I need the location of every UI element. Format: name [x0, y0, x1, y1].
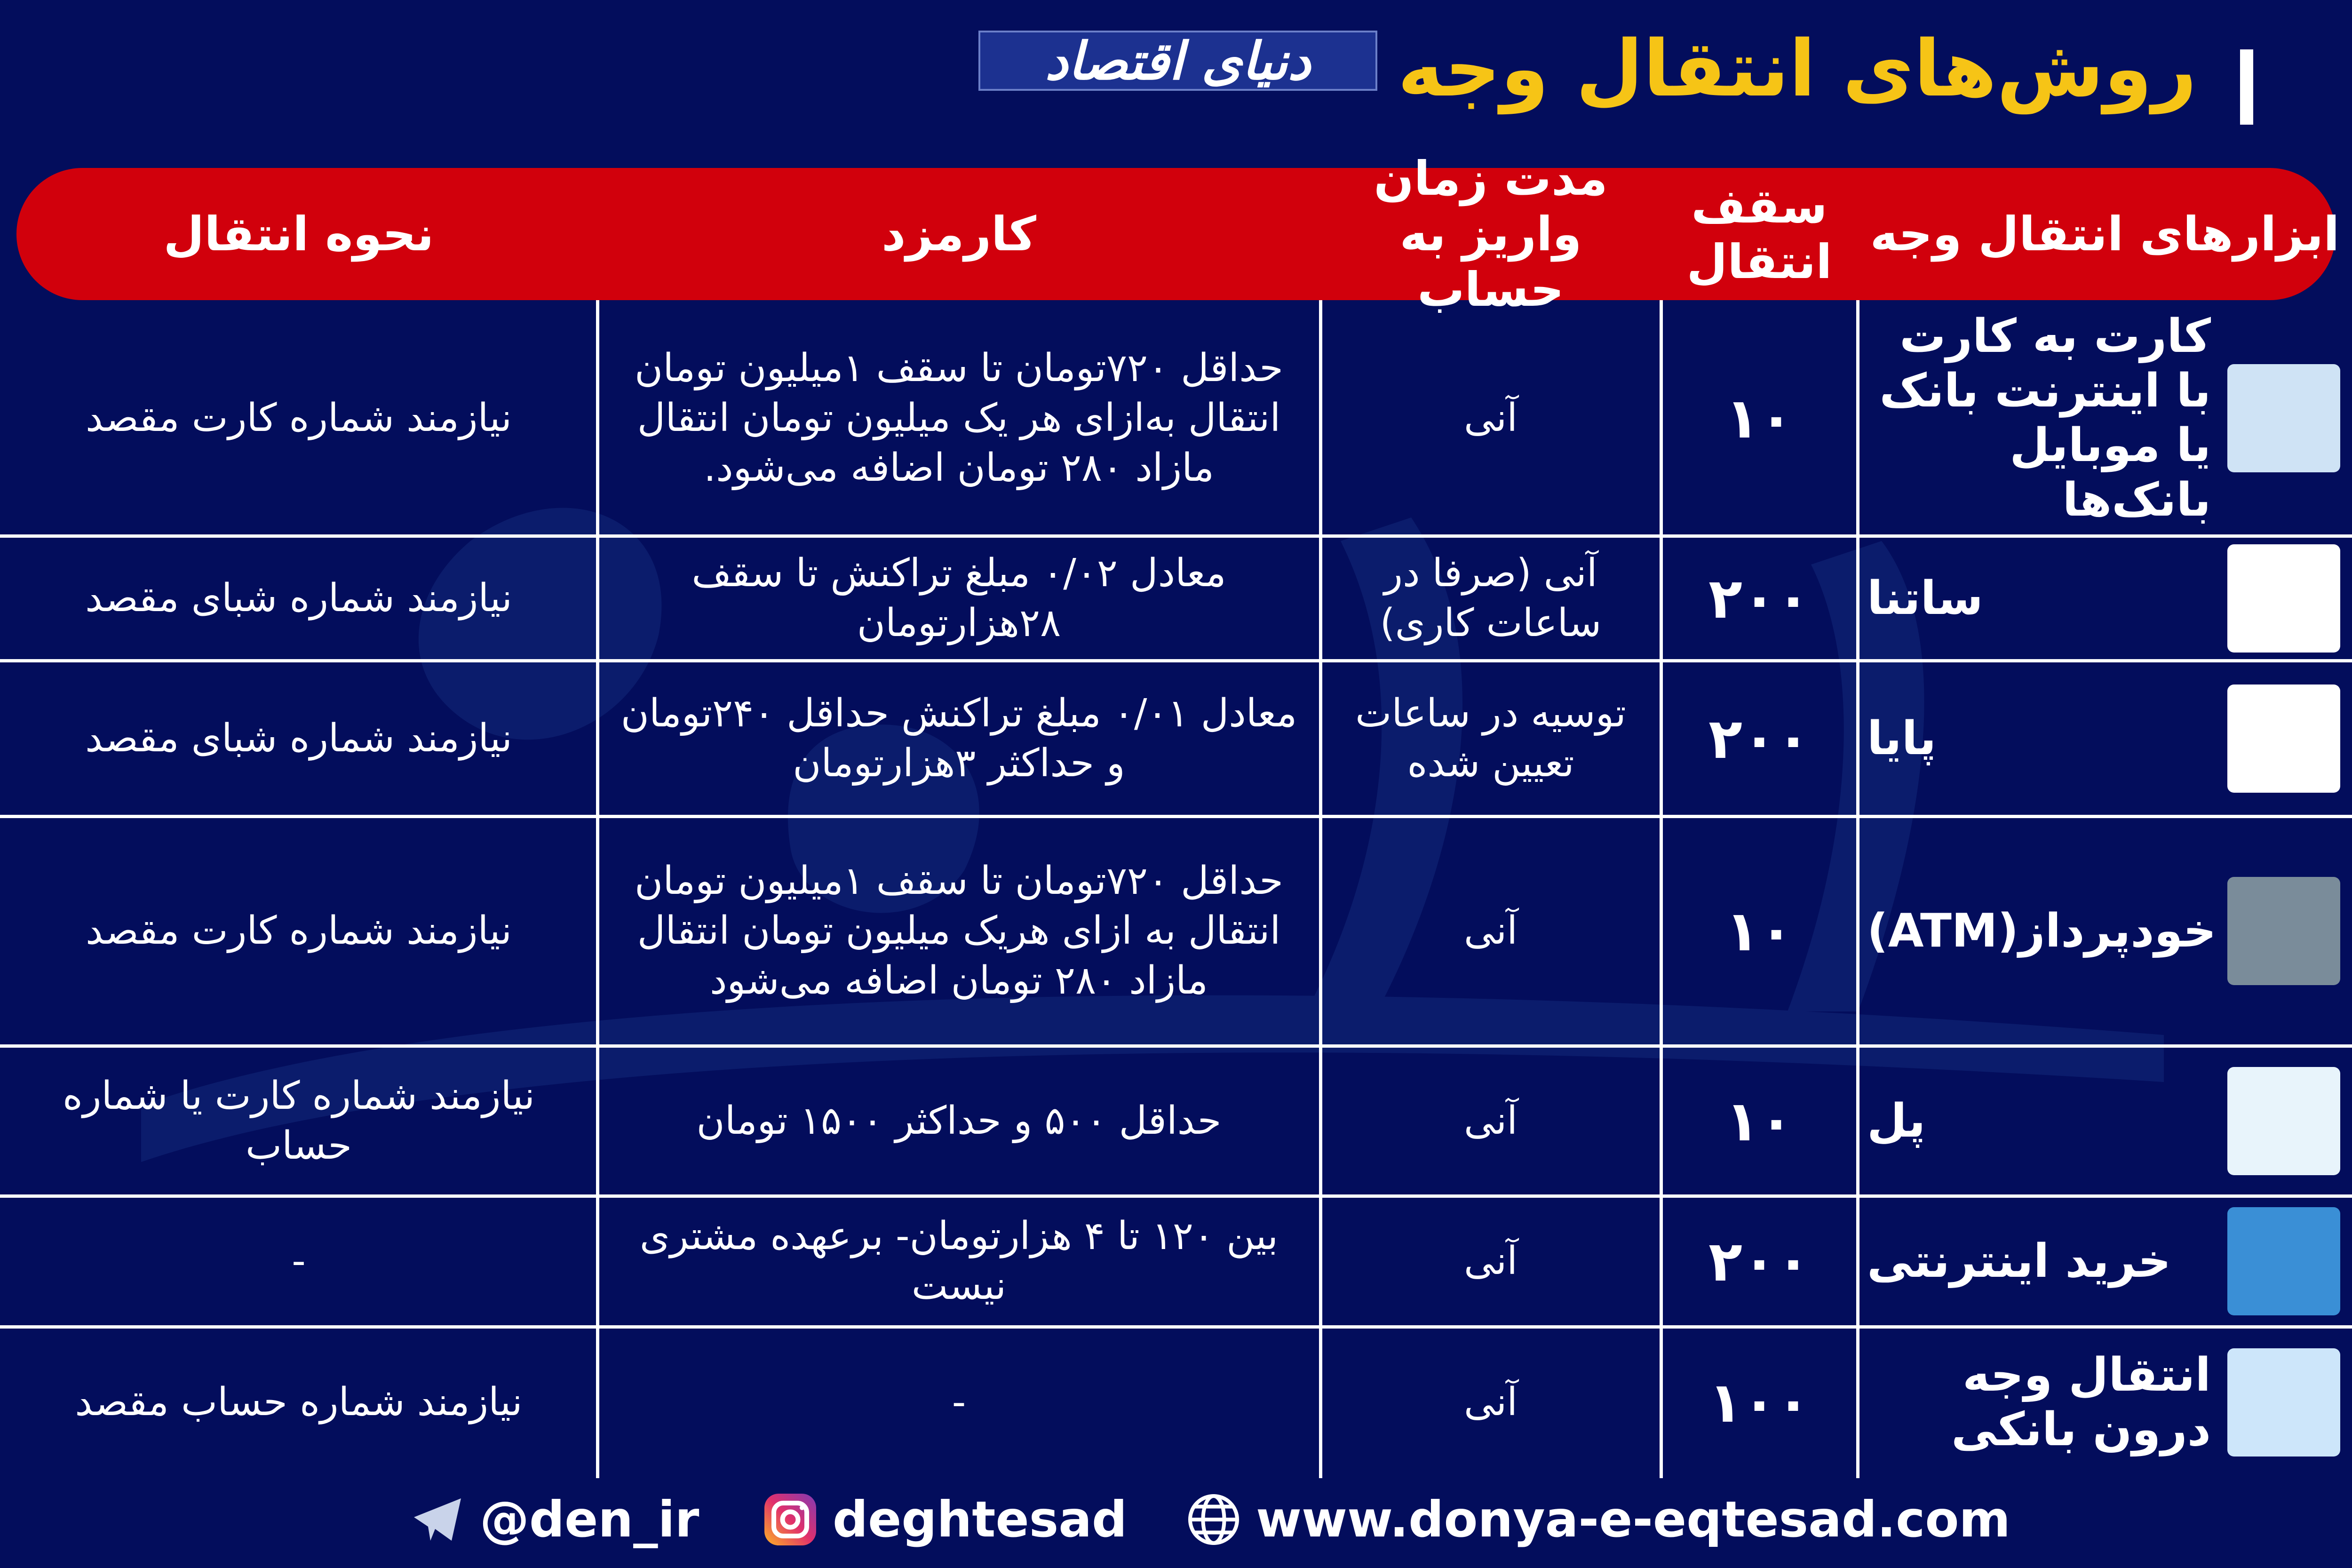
satna-logo-icon: [2227, 544, 2340, 653]
header-method: نحوه انتقال: [163, 206, 434, 262]
atm-icon: [2227, 877, 2340, 985]
cell-ceiling: ۲۰۰: [1708, 1229, 1811, 1294]
cell-time: آنی: [1464, 1380, 1518, 1425]
cell-fee: حداقل ۷۲۰تومان تا سقف ۱میلیون تومان انتقال به ازای هریک میلیون تومان انتقال مازاد ۲۸۰ تومان اضافه می‌شود: [635, 859, 1283, 1003]
instagram-handle: deghtesad: [833, 1491, 1128, 1548]
cell-tool: خرید اینترنتی: [1867, 1234, 2171, 1288]
internal-transfer-icon: [2227, 1348, 2340, 1457]
cell-time: آنی: [1464, 1098, 1518, 1143]
website-url: www.donya-e-eqtesad.com: [1256, 1491, 2010, 1548]
online-shopping-icon: [2227, 1207, 2340, 1315]
cell-time: آنی (صرفا در ساعات کاری): [1380, 550, 1602, 645]
cell-ceiling: ۱۰: [1725, 899, 1794, 963]
cell-ceiling: ۲۰۰: [1708, 565, 1811, 631]
footer-instagram[interactable]: [762, 1487, 1127, 1552]
row-divider: [0, 659, 2352, 662]
cell-tool: ساتنا: [1867, 571, 1983, 625]
row-divider: [0, 1194, 2352, 1198]
row-divider: [0, 534, 2352, 538]
cell-ceiling: ۱۰: [1725, 1088, 1794, 1154]
instagram-icon: [762, 1491, 818, 1548]
paya-logo-icon: [2227, 685, 2340, 793]
cell-ceiling: ۲۰۰: [1708, 706, 1811, 771]
divider: [1660, 300, 1663, 1478]
header-time: مدت زمان واریز به حساب: [1374, 151, 1608, 317]
cell-fee: بین ۱۲۰ تا ۴ هزارتومان- برعهده مشتری نیست: [639, 1214, 1279, 1308]
cell-tool: خودپرداز(ATM): [1867, 904, 2217, 958]
cell-time: آنی: [1464, 908, 1518, 953]
divider: [1319, 300, 1322, 1478]
header-tools: ابزارهای انتقال وجه: [1870, 206, 2340, 262]
cell-time: توسیه در ساعات تعیین شده: [1355, 691, 1626, 786]
page-title: روش‌های انتقال وجه: [1398, 24, 2197, 114]
cell-tool: انتقال وجه درون بانکی: [1951, 1348, 2211, 1457]
telegram-handle: @den_ir: [480, 1491, 699, 1548]
cell-time: آنی: [1464, 1239, 1518, 1283]
cell-tool: پایا: [1867, 711, 1937, 765]
header-ceiling: سقف انتقال: [1686, 178, 1832, 289]
smartphone-icon: [2227, 364, 2340, 472]
cell-tool: کارت به کارت با اینترنت بانک یا موبایل بانک‌ها: [1879, 309, 2211, 527]
row-divider: [0, 1044, 2352, 1048]
cell-tool: پل: [1867, 1094, 1926, 1148]
title-accent-bar: [2240, 49, 2253, 125]
cell-method: نیازمند شماره حساب مقصد: [75, 1380, 523, 1425]
row-divider: [0, 1325, 2352, 1329]
cell-fee: معادل ۰/۰۱ مبلغ تراکنش حداقل ۲۴۰تومان و حداکثر ۳هزارتومان: [620, 691, 1297, 786]
logo: دنیای اقتصاد: [978, 31, 1377, 91]
cell-ceiling: ۱۰۰: [1708, 1370, 1811, 1435]
header-fee: کارمزد: [882, 206, 1036, 262]
cell-method: نیازمند شماره شبای مقصد: [85, 575, 512, 621]
telegram-icon: [409, 1491, 466, 1548]
cell-fee: -: [952, 1380, 966, 1425]
cell-method: نیازمند شماره کارت مقصد: [85, 908, 512, 953]
divider: [596, 300, 599, 1478]
globe-icon: [1185, 1491, 1242, 1548]
row-divider: [0, 815, 2352, 818]
cell-method: -: [292, 1239, 306, 1283]
divider: [1856, 300, 1859, 1478]
cell-time: آنی: [1464, 395, 1518, 440]
cell-ceiling: ۱۰: [1725, 385, 1794, 451]
cell-fee: حداقل ۵۰۰ و حداکثر ۱۵۰۰ تومان: [696, 1098, 1222, 1143]
cell-fee: حداقل ۷۲۰تومان تا سقف ۱میلیون تومان انتقال به‌ازای هر یک میلیون تومان انتقال مازاد ۲۸۰ تومان اضافه می‌شود.: [635, 345, 1283, 490]
footer-website[interactable]: [1185, 1487, 2010, 1552]
cell-method: نیازمند شماره کارت مقصد: [85, 395, 512, 440]
cell-method: نیازمند شماره شبای مقصد: [85, 716, 512, 761]
cell-fee: معادل ۰/۰۲ مبلغ تراکنش تا سقف ۲۸هزارتومان: [691, 550, 1226, 645]
cell-method: نیازمند شماره کارت یا شماره حساب: [62, 1073, 535, 1168]
footer-telegram[interactable]: [409, 1487, 699, 1552]
pol-logo-icon: [2227, 1067, 2340, 1175]
